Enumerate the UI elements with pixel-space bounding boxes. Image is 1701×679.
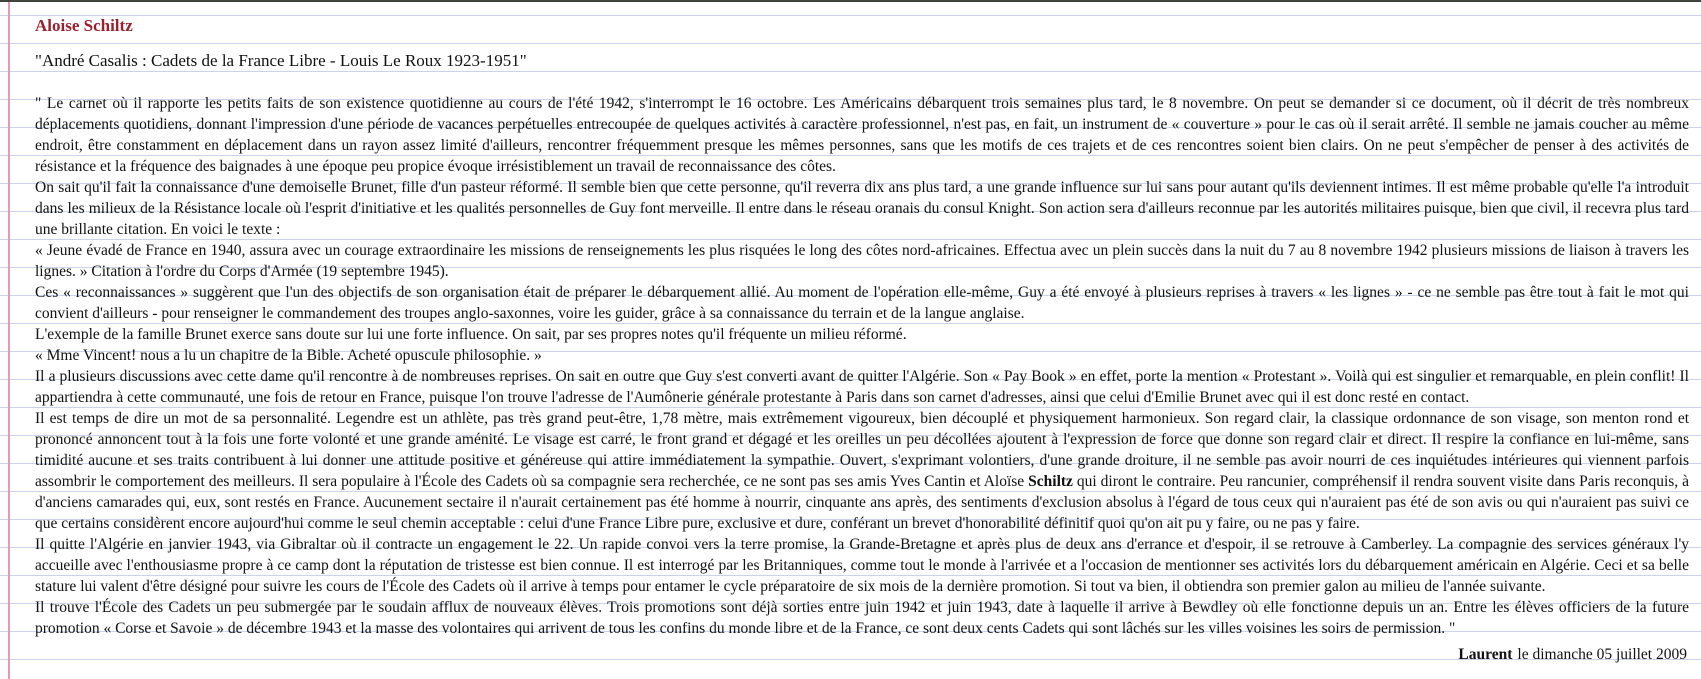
body-paragraph: Il a plusieurs discussions avec cette dame qu'il rencontre à de nombreuses reprises. On sait en outre que Guy s'est converti avant de quitter l'Algérie. Son « Pay Book » en effet, porte la mention « Protestant ». Voilà qui est singulier et remarquable, en plein conflit! Il appartiendra à cette communauté, une fois de retour en France, puisque l'on trouve l'adresse de l'Aumônerie générale protestante à Paris dans son carnet d'adresses, ainsi que celui d'Emilie Brunet avec qui il est donc resté en contact. [35, 368, 1689, 406]
post-title: "André Casalis : Cadets de la France Libre - Louis Le Roux 1923-1951" [35, 51, 527, 70]
body-paragraph: Il trouve l'École des Cadets un peu submergée par le soudain afflux de nouveaux élèves. Trois promotions sont déjà sorties entre juin 1942 et juin 1943, date à laquelle il arrive à Bewdley où elle fonctionne depuis un an. Entre les élèves officiers de la future promotion « Corse et Savoie » de décembre 1943 et la masse des volontaires qui arrivent de tous les confins du monde libre et de la France, ce sont deux cents Cadets qui sont lâchés sur les villes voisines les soirs de permission. " [35, 599, 1689, 637]
body-paragraph: Il quitte l'Algérie en janvier 1943, via Gibraltar où il contracte un engagement le 22. Un rapide convoi vers la terre promise, la Grande-Bretagne et après plus de deux ans d'errance et d'espoir, il se retrouve à Camberley. La compagnie des services généraux l'y accueille avec l'enthousiasme propre à ce camp dont la réputation de tristesse est bien connue. Il est interrogé par les Britanniques, comme tout le monde à l'arrivée et a l'occasion de mentionner ses activités lors du débarquement américain en Algérie. Ceci et sa belle stature lui valent d'être désigné pour suivre les cours de l'École des Cadets où il arrive à temps pour entamer le cycle préparatoire de six mois de la dernière promotion. Si tout va bien, il obtiendra son premier galon au milieu de l'année suivante. [35, 536, 1689, 595]
body-paragraph: On sait qu'il fait la connaissance d'une demoiselle Brunet, fille d'un pasteur réformé. Il semble bien que cette personne, qu'il reverra dix ans plus tard, a une grande influence sur lui sans pour autant qu'ils deviennent intimes. Il est même probable qu'elle l'a introduit dans les milieux de la Résistance locale où l'esprit d'initiative et les qualités personnelles de Guy font merveille. Il entre dans le réseau oranais du consul Knight. Son action sera d'ailleurs reconnue par les autorités militaires puisque, bien que civil, il recevra plus tard une brillante citation. En voici le texte : [35, 179, 1689, 238]
body-paragraph: Ces « reconnaissances » suggèrent que l'un des objectifs de son organisation était de préparer le débarquement allié. Au moment de l'opération elle-même, Guy a été envoyé à plusieurs reprises à travers « les lignes » - ce ne semble pas être tout à fait le mot qui convient d'ailleurs - pour renseigner le commandement des troupes anglo-saxonnes, voire les guider, grâce à sa connaissance du terrain et de la langue anglaise. [35, 284, 1689, 322]
post-author-header: Aloise Schiltz [35, 16, 133, 35]
footer-date: le dimanche 05 juillet 2009 [1517, 646, 1687, 663]
post-body [35, 93, 1689, 639]
body-paragraph: L'exemple de la famille Brunet exerce sans doute sur lui une forte influence. On sait, par ses propres notes qu'il fréquente un milieu réformé. [35, 326, 907, 343]
body-paragraph: « Jeune évadé de France en 1940, assura avec un courage extraordinaire les missions de renseignements les plus risquées le long des côtes nord-africaines. Effectua avec un plein succès dans la nuit du 7 au 8 novembre 1942 plusieurs missions de liaison à travers les lignes. » Citation à l'ordre du Corps d'Armée (19 septembre 1945). [35, 242, 1689, 280]
body-paragraph: " Le carnet où il rapporte les petits faits de son existence quotidienne au cours de l'été 1942, s'interrompt le 16 octobre. Les Américains débarquent trois semaines plus tard, le 8 novembre. On peut se demander si ce document, où il décrit de très nombreux déplacements quotidiens, donnant l'impression d'une période de vacances perpétuelles entrecoupée de quelques activités à caractère professionnel, n'est pas, en fait, un instrument de « couverture » pour le cas où il serait arrêté. Il semble ne jamais coucher au même endroit, être constamment en déplacement dans un rayon assez limité d'ailleurs, rencontrer fréquemment presque les mêmes personnes, sans que les motifs de ces trajets et de ces rencontres soient bien clairs. On ne peut s'empêcher de penser à des activités de résistance et la fréquence des baignades à une époque peu propice évoque irrésistiblement un travail de reconnaissance des côtes. [35, 95, 1689, 175]
footer-signature: Laurent [1458, 646, 1513, 663]
post-footer [1458, 646, 1687, 664]
post-content [0, 16, 1701, 639]
body-paragraph: « Mme Vincent! nous a lu un chapitre de la Bible. Acheté opuscule philosophie. » [35, 347, 542, 364]
body-paragraph: Il est temps de dire un mot de sa personnalité. Legendre est un athlète, pas très grand peut-être, 1,78 mètre, mais extrêmement vigoureux, bien découplé et physiquement harmonieux. Son regard clair, la classique ordonnance de son visage, son menton rond et prononcé annoncent tout à la fois une forte volonté et une grande aménité. Le visage est carré, le front grand et dégagé et les oreilles un peu décollées ajoutent à l'expression de force que donne son regard clair et direct. Il respire la confiance en lui-même, sans timidité aucune et ses traits contribuent à lui donner une attitude positive et généreuse qui attire immédiatement la sympathie. Ouvert, s'exprimant volontiers, d'une grande droiture, il ne semble pas avoir nourri de ces inquiétudes intérieures qui viennent parfois assombrir le comportement des meilleurs. Il sera populaire à l'École des Cadets où sa compagnie sera recherchée, ce ne sont pas ses amis Yves Cantin et Aloïse Schiltz qui diront le contraire. Peu rancunier, compréhensif il rendra souvent visite dans Paris reconquis, à d'anciens camarades qui, eux, sont restés en France. Aucunement sectaire il n'aurait certainement pas été homme à nourrir, cinquante ans après, des sentiments d'exclusion absolus à l'égard de tous ceux qui n'auraient pas été de son avis ou qui n'auraient pas suivi ce que certains considèrent encore aujourd'hui comme le seul chemin acceptable : celui d'une France Libre pure, exclusive et dure, conférant un brevet d'honorabilité définitif quoi qu'on ait pu y faire, ou ne pas y faire. [35, 410, 1689, 532]
